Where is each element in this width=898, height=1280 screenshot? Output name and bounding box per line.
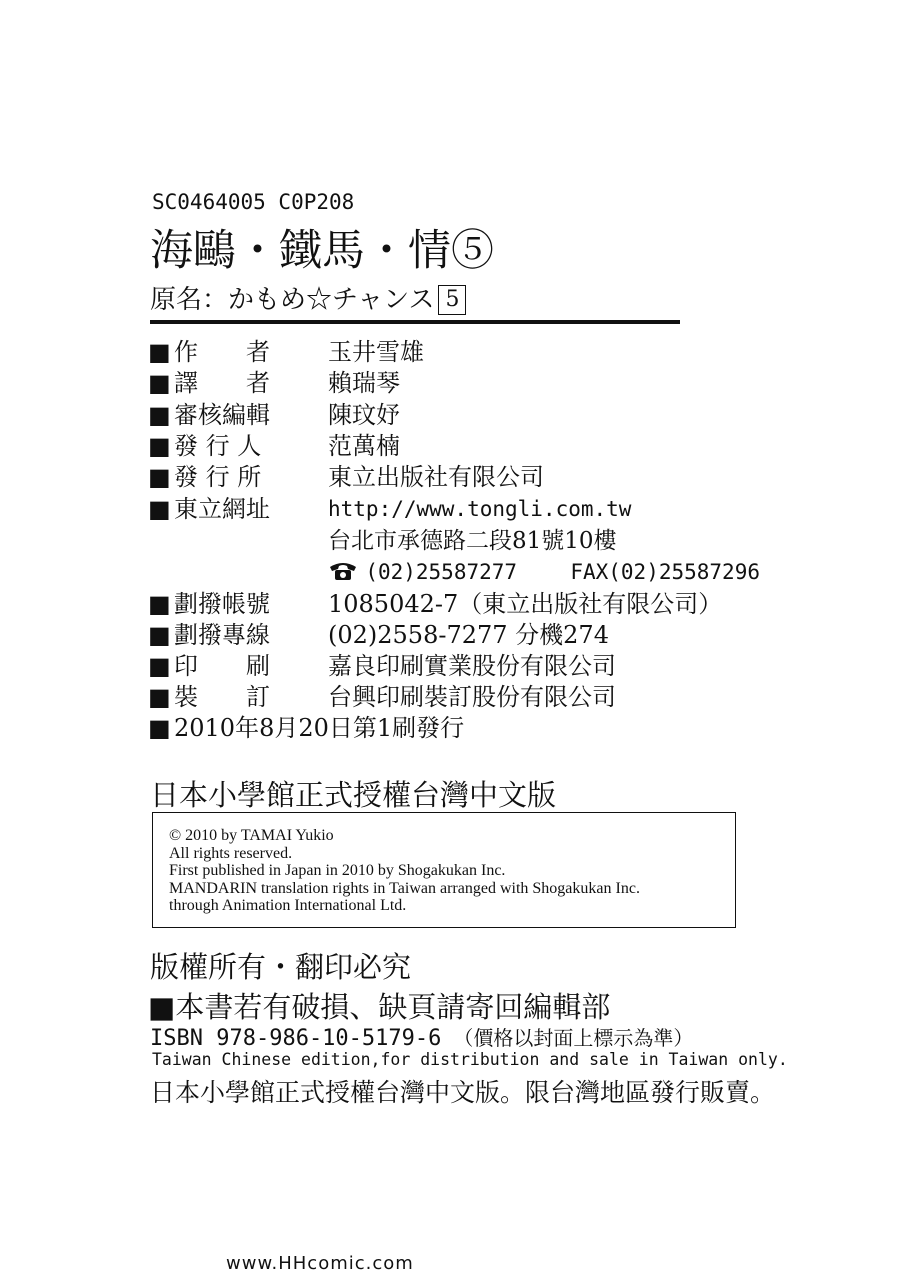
site-watermark: www.HHcomic.com bbox=[226, 1253, 414, 1274]
print-date-row bbox=[148, 713, 464, 743]
book-title: 海鷗・鐵馬・情⑤ bbox=[150, 226, 494, 276]
telephone-number: (02)25587277 bbox=[365, 560, 518, 584]
bullet: ■ bbox=[148, 432, 171, 460]
copyright-line: First published in Japan in 2010 by Shogakukan Inc. bbox=[169, 862, 506, 879]
credit-value: 台興印刷裝訂股份有限公司 bbox=[328, 683, 616, 711]
bullet: ■ bbox=[148, 338, 171, 366]
title-rule bbox=[150, 320, 680, 324]
bullet: ■ bbox=[148, 401, 171, 429]
bullet: ■ bbox=[148, 621, 171, 649]
original-title bbox=[150, 284, 466, 316]
bullet: ■ bbox=[148, 369, 171, 397]
authorization-heading: 日本小學館正式授權台灣中文版 bbox=[150, 778, 557, 812]
credit-row bbox=[148, 431, 400, 461]
print-date: 2010年8月20日第1刷發行 bbox=[174, 714, 465, 742]
credit-value: 東立出版社有限公司 bbox=[328, 463, 544, 491]
product-code: SC0464005 C0P208 bbox=[152, 190, 355, 214]
credit-value: 賴瑞琴 bbox=[328, 369, 400, 397]
region-note: 日本小學館正式授權台灣中文版。限台灣地區發行販賣。 bbox=[150, 1078, 776, 1107]
copyright-line: through Animation International Ltd. bbox=[169, 897, 407, 914]
credit-value: 范萬楠 bbox=[328, 432, 400, 460]
credit-value: 陳玟妤 bbox=[328, 401, 400, 429]
credit-row bbox=[148, 494, 632, 524]
isbn-number: ISBN 978-986-10-5179-6 bbox=[150, 1026, 442, 1051]
credit-label: 劃撥專線 bbox=[174, 621, 270, 649]
fax-number: FAX(02)25587296 bbox=[570, 560, 760, 584]
credit-value: 嘉良印刷實業股份有限公司 bbox=[328, 652, 616, 680]
credit-row bbox=[148, 682, 616, 712]
credit-label: 作 者 bbox=[174, 338, 270, 366]
bullet: ■ bbox=[148, 652, 171, 680]
copyright-line: All rights reserved. bbox=[169, 844, 293, 862]
credit-label: 印 刷 bbox=[174, 652, 270, 680]
phone-line bbox=[328, 557, 760, 587]
credit-row bbox=[148, 651, 616, 681]
credit-row bbox=[148, 620, 609, 650]
bullet: ■ bbox=[148, 463, 171, 491]
bullet: ■ bbox=[148, 683, 171, 711]
website-url: http://www.tongli.com.tw bbox=[328, 497, 632, 521]
credit-label: 發 行 人 bbox=[174, 432, 262, 460]
rights-reserved: 版權所有・翻印必究 bbox=[150, 950, 412, 984]
credit-row bbox=[148, 368, 400, 398]
price-note: （價格以封面上標示為準） bbox=[453, 1026, 694, 1050]
credit-row bbox=[148, 337, 424, 367]
isbn-line bbox=[150, 1022, 693, 1051]
address: 台北市承德路二段81號10樓 bbox=[328, 528, 617, 554]
credit-row bbox=[148, 589, 723, 619]
bullet: ■ bbox=[148, 590, 171, 618]
credit-row bbox=[148, 400, 400, 430]
credit-value: (02)2558-7277 分機274 bbox=[328, 621, 609, 649]
credit-label: 裝 訂 bbox=[174, 683, 270, 711]
damage-notice: ■本書若有破損、缺頁請寄回編輯部 bbox=[148, 990, 611, 1024]
bullet: ■ bbox=[148, 714, 171, 742]
credit-label: 審核編輯 bbox=[174, 401, 270, 429]
copyright-line: © 2010 by TAMAI Yukio bbox=[169, 827, 334, 844]
edition-note: Taiwan Chinese edition,for distribution and sale in Taiwan only. bbox=[152, 1050, 788, 1069]
bullet: ■ bbox=[148, 495, 171, 523]
volume-box: 5 bbox=[438, 285, 466, 315]
copyright-box bbox=[152, 812, 736, 928]
copyright-line: MANDARIN translation rights in Taiwan arranged with Shogakukan Inc. bbox=[169, 879, 640, 897]
credit-label: 劃撥帳號 bbox=[174, 590, 270, 618]
credit-value: 1085042-7（東立出版社有限公司） bbox=[328, 590, 723, 618]
credit-label: 譯 者 bbox=[174, 369, 270, 397]
credit-label: 東立網址 bbox=[174, 495, 270, 523]
credit-row bbox=[148, 462, 544, 492]
credit-value: 玉井雪雄 bbox=[328, 338, 424, 366]
telephone-icon bbox=[328, 559, 358, 579]
original-title-label: 原名：かもめ☆チャンス bbox=[150, 285, 435, 315]
credit-label: 發 行 所 bbox=[174, 463, 262, 491]
